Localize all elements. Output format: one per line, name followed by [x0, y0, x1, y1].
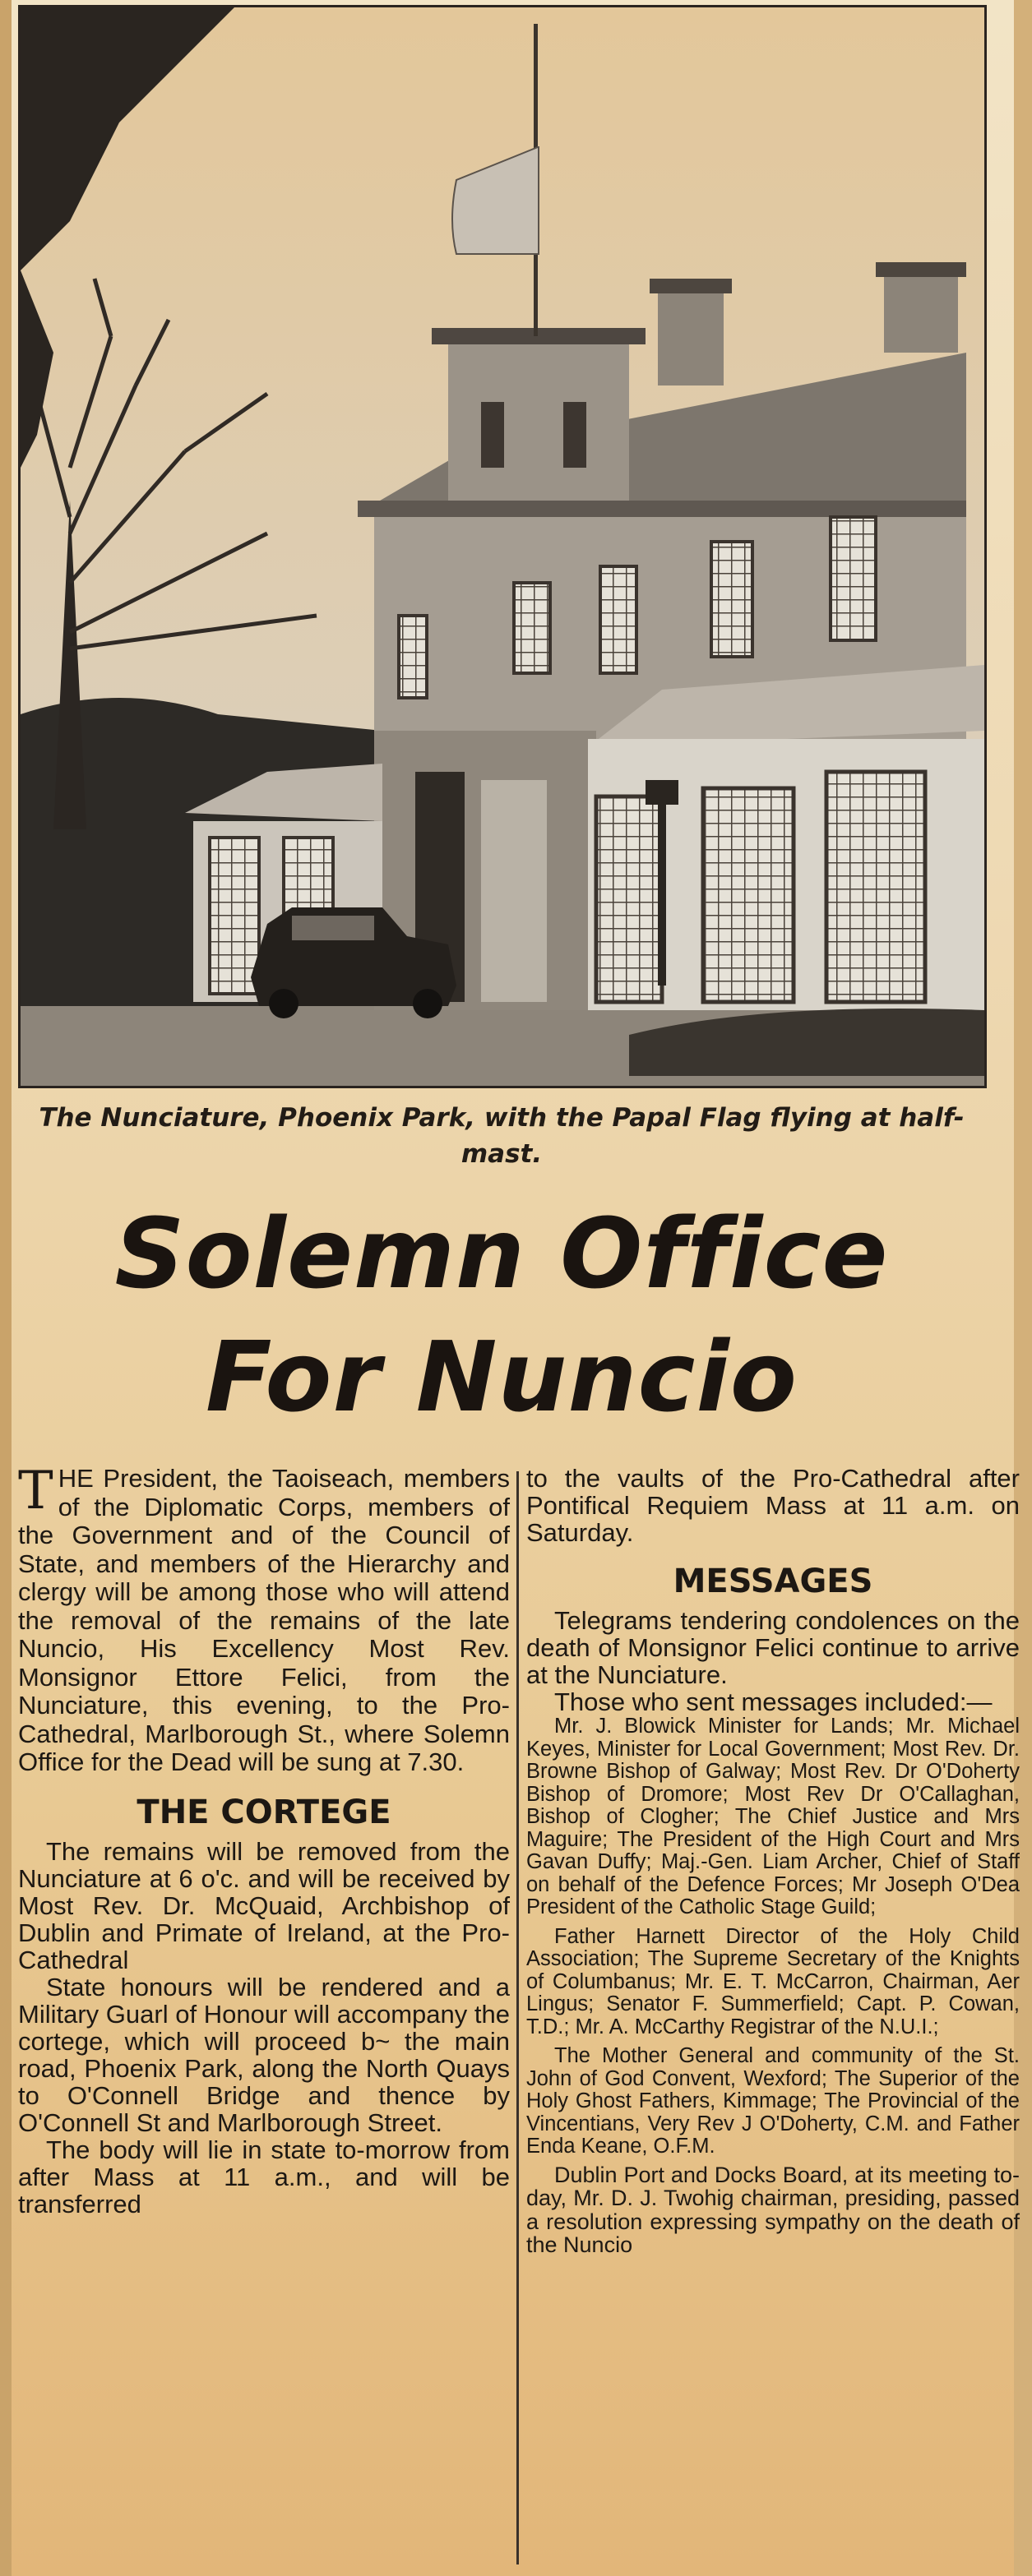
port-board-paragraph: Dublin Port and Docks Board, at its meeting to-day, Mr. D. J. Twohig chairman, presiding, passed a resolution expressing sympathy on the death of the Nuncio — [526, 2162, 1020, 2257]
messages-list-2: Father Harnett Director of the Holy Child Association; The Supreme Secretary of the Knights of Columbanus; Mr. E. T. McCarron, Chairman, Aer Lingus; Senator F. Summerfield; Capt. P. Cowan, T.D.; Mr. A. McCarthy Registrar of the N.U.I.; — [526, 1924, 1020, 2038]
messages-paragraph-1: Telegrams tendering condolences on the death of Monsignor Felici continue to arrive at the Nunciature. — [526, 1606, 1020, 1689]
cortege-paragraph-2: State honours will be rendered and a Military Guarl of Honour will accompany the cortege, which will proceed b~ the main road, Phoenix Park, along the North Quays to O'Connell Bridge and thence by O'Connell St and Marlborough Street. — [18, 1972, 510, 2137]
cortege-paragraph-3: The body will lie in state to-morrow from after Mass at 11 a.m., and will be transferred — [18, 2135, 510, 2218]
photo-caption: The Nunciature, Phoenix Park, with the Papal Flag flying at half-mast. — [39, 1103, 965, 1169]
subhead-cortege: THE CORTEGE — [137, 1793, 391, 1831]
headline — [25, 1192, 979, 1438]
continued-paragraph: to the vaults of the Pro-Cathedral after Pontifical Requiem Mass at 11 a.m. on Saturday. — [526, 1464, 1020, 1547]
nunciature-photo-illustration — [21, 7, 984, 1086]
messages-list-1: Mr. J. Blowick Minister for Lands; Mr. Michael Keyes, Minister for Local Government; Most Rev. Dr. Browne Bishop of Galway; Most Rev. Dr O'Doherty Bishop of Dromore; Most Rev Dr O'Callaghan, Bishop of Clogher; The Chief Justice and Mrs Maguire; The President of the High Court and Mrs Gavan Duffy; Maj.-Gen. Liam Archer, Chief of Staff on behalf of the Defence Forces; Mr Joseph O'Dea President of the Catholic Stage Guild; — [526, 1715, 1020, 1918]
article-column-left — [18, 1461, 510, 2218]
subhead-messages: MESSAGES — [673, 1563, 873, 1600]
headline-line-1: Solemn Office — [114, 1197, 889, 1310]
cortege-paragraph-1: The remains will be removed from the Nunciature at 6 o'c. and will be received by Most Rev. Dr. McQuaid, Archbishop of Dublin and Primate of Ireland, at the Pro-Cathedral — [18, 1836, 510, 1974]
nunciature-photograph — [18, 5, 987, 1088]
drop-cap: T — [18, 1461, 53, 1521]
lead-paragraph — [18, 1461, 510, 1777]
paper-edge-left — [0, 0, 12, 2576]
article-column-right — [526, 1465, 1020, 2257]
column-divider — [516, 1471, 519, 2564]
lead-text: HE President, the Taoiseach, members of the Diplomatic Corps, members of the Government and of the Council of State, and members of the Hierarchy and clergy will be among those who will attend the removal of the remains of the late Nuncio, His Excellency Most Rev. Monsignor Ettore Felici, from the Nunciature, this evening, to the Pro-Cathedral, Marlborough St., where Solemn Office for the Dead will be sung at 7.30. — [18, 1464, 510, 1776]
messages-paragraph-2: Those who sent messages included:— — [554, 1687, 993, 1716]
messages-list-3: The Mother General and community of the St. John of God Convent, Wexford; The Superior of the Holy Ghost Fathers, Kimmage; The Provincial of the Vincentians, Very Rev J O'Doherty, C.M. and Father Enda Keane, O.F.M. — [526, 2044, 1020, 2158]
headline-line-2: For Nuncio — [205, 1320, 798, 1433]
